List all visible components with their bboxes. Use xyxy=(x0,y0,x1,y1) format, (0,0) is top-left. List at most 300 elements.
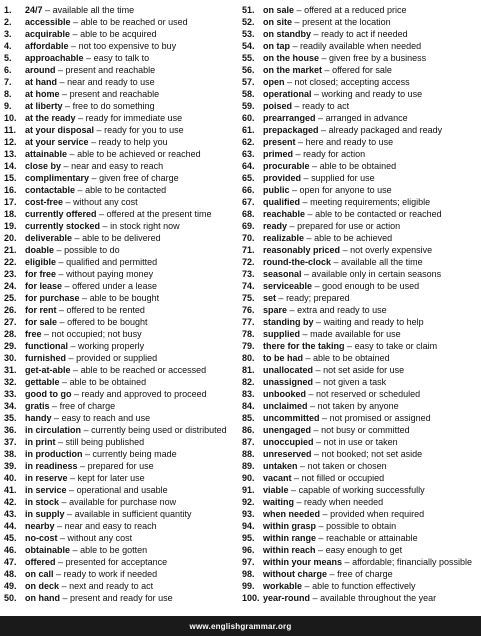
item-term: unreserved xyxy=(263,449,312,459)
item-definition: currently being used or distributed xyxy=(91,425,227,435)
item-number: 69. xyxy=(242,221,255,231)
footer-url: www.englishgrammar.org xyxy=(189,621,292,631)
item-definition: available all the time xyxy=(52,5,135,15)
item-number: 66. xyxy=(242,185,255,195)
item-term: free xyxy=(25,329,42,339)
list-item xyxy=(4,544,240,556)
item-definition: extra and ready to use xyxy=(297,305,387,315)
item-definition: able to be bought xyxy=(89,293,160,303)
item-number: 74. xyxy=(242,281,255,291)
item-separator: – xyxy=(78,113,84,123)
item-term: acquirable xyxy=(25,29,71,39)
item-number: 78. xyxy=(242,329,255,339)
item-separator: – xyxy=(70,341,76,351)
item-definition: meeting requirements; eligible xyxy=(310,197,431,207)
item-separator: – xyxy=(74,233,80,243)
item-separator: – xyxy=(45,5,51,15)
item-separator: – xyxy=(65,197,71,207)
item-separator: – xyxy=(58,437,64,447)
item-number: 26. xyxy=(4,305,17,315)
item-number: 5. xyxy=(4,53,12,63)
item-definition: ready; prepared xyxy=(286,293,350,303)
item-term: spare xyxy=(263,305,288,315)
list-item xyxy=(4,172,240,184)
item-definition: offered at the present time xyxy=(106,209,212,219)
item-number: 54. xyxy=(242,41,255,51)
footer-bar xyxy=(0,616,481,636)
list-item xyxy=(4,88,240,100)
item-number: 55. xyxy=(242,53,255,63)
item-number: 30. xyxy=(4,353,17,363)
item-term: on standby xyxy=(263,29,312,39)
item-separator: – xyxy=(69,485,75,495)
list-item xyxy=(4,424,240,436)
item-separator: – xyxy=(56,245,62,255)
item-separator: – xyxy=(58,269,64,279)
item-term: waiting xyxy=(263,497,294,507)
item-definition: not taken by anyone xyxy=(317,401,399,411)
list-item xyxy=(4,64,240,76)
item-number: 21. xyxy=(4,245,17,255)
item-definition: available for purchase now xyxy=(69,497,177,507)
item-separator: – xyxy=(54,413,60,423)
item-separator: – xyxy=(294,473,300,483)
item-separator: – xyxy=(63,161,69,171)
item-separator: – xyxy=(321,125,327,135)
item-term: prearranged xyxy=(263,113,316,123)
item-term: uncommitted xyxy=(263,413,320,423)
item-term: poised xyxy=(263,101,293,111)
item-definition: ready to work if needed xyxy=(63,569,158,579)
item-number: 88. xyxy=(242,449,255,459)
item-separator: – xyxy=(70,473,76,483)
item-term: on call xyxy=(25,569,54,579)
item-separator: – xyxy=(278,293,284,303)
list-item xyxy=(4,4,240,16)
item-number: 43. xyxy=(4,509,17,519)
item-definition: working properly xyxy=(78,341,145,351)
item-term: unoccupied xyxy=(263,437,314,447)
item-separator: – xyxy=(59,305,65,315)
item-number: 41. xyxy=(4,485,17,495)
list-item xyxy=(242,352,478,364)
list-item xyxy=(242,232,478,244)
list-item xyxy=(4,244,240,256)
item-term: at home xyxy=(25,89,60,99)
item-term: unassigned xyxy=(263,377,314,387)
list-item xyxy=(4,556,240,568)
item-term: contactable xyxy=(25,185,76,195)
item-definition: free of charge xyxy=(59,401,116,411)
list-item xyxy=(242,220,478,232)
item-term: close by xyxy=(25,161,62,171)
list-item xyxy=(242,532,478,544)
item-number: 33. xyxy=(4,389,17,399)
list-item xyxy=(242,448,478,460)
item-number: 80. xyxy=(242,353,255,363)
item-term: for rent xyxy=(25,305,57,315)
list-item xyxy=(242,592,478,604)
list-item xyxy=(242,304,478,316)
list-item xyxy=(242,52,478,64)
item-number: 93. xyxy=(242,509,255,519)
list-item xyxy=(4,76,240,88)
item-term: provided xyxy=(263,173,302,183)
list-item xyxy=(242,172,478,184)
item-term: for free xyxy=(25,269,57,279)
item-number: 18. xyxy=(4,209,17,219)
list-item xyxy=(4,40,240,52)
item-term: open xyxy=(263,77,285,87)
item-number: 86. xyxy=(242,425,255,435)
item-term: realizable xyxy=(263,233,305,243)
item-number: 56. xyxy=(242,65,255,75)
item-term: around xyxy=(25,65,56,75)
list-item xyxy=(4,484,240,496)
list-item xyxy=(4,184,240,196)
item-term: in print xyxy=(25,437,56,447)
item-term: at hand xyxy=(25,77,58,87)
item-term: serviceable xyxy=(263,281,313,291)
item-separator: – xyxy=(310,401,316,411)
item-number: 35. xyxy=(4,413,17,423)
item-separator: – xyxy=(83,425,89,435)
item-term: without charge xyxy=(263,569,328,579)
list-item xyxy=(4,16,240,28)
item-number: 50. xyxy=(4,593,17,603)
item-definition: free to do something xyxy=(72,101,155,111)
item-term: at your disposal xyxy=(25,125,95,135)
item-separator: – xyxy=(85,449,91,459)
item-separator: – xyxy=(82,293,88,303)
item-number: 6. xyxy=(4,65,12,75)
list-item xyxy=(242,208,478,220)
list-item xyxy=(4,52,240,64)
item-separator: – xyxy=(57,521,63,531)
item-definition: possible to obtain xyxy=(326,521,397,531)
item-number: 22. xyxy=(4,257,17,267)
item-term: public xyxy=(263,185,290,195)
item-separator: – xyxy=(69,149,75,159)
list-item xyxy=(242,436,478,448)
item-number: 16. xyxy=(4,185,17,195)
list-item xyxy=(4,148,240,160)
item-definition: present at the location xyxy=(302,17,391,27)
item-number: 72. xyxy=(242,257,255,267)
list-item xyxy=(242,136,478,148)
item-term: on site xyxy=(263,17,293,27)
item-number: 92. xyxy=(242,497,255,507)
item-separator: – xyxy=(73,365,79,375)
item-number: 100. xyxy=(242,593,260,603)
item-term: at your service xyxy=(25,137,89,147)
item-number: 53. xyxy=(242,29,255,39)
item-number: 96. xyxy=(242,545,255,555)
list-item xyxy=(242,256,478,268)
item-term: eligible xyxy=(25,257,57,267)
item-separator: – xyxy=(59,317,65,327)
item-separator: – xyxy=(62,377,68,387)
item-definition: ready for immediate use xyxy=(85,113,183,123)
item-definition: working and ready to use xyxy=(321,89,423,99)
item-term: on the market xyxy=(263,65,323,75)
item-separator: – xyxy=(296,497,302,507)
item-term: doable xyxy=(25,245,55,255)
item-number: 8. xyxy=(4,89,12,99)
item-term: set xyxy=(263,293,277,303)
item-number: 12. xyxy=(4,137,17,147)
item-number: 61. xyxy=(242,125,255,135)
item-number: 75. xyxy=(242,293,255,303)
left-column xyxy=(4,4,240,604)
item-separator: – xyxy=(296,5,302,15)
item-definition: readily available when needed xyxy=(300,41,422,51)
item-term: within reach xyxy=(263,545,316,555)
item-term: for lease xyxy=(25,281,63,291)
list-item xyxy=(242,400,478,412)
item-term: in reserve xyxy=(25,473,68,483)
item-number: 79. xyxy=(242,341,255,351)
item-number: 9. xyxy=(4,101,12,111)
item-definition: ready when needed xyxy=(304,497,384,507)
item-term: nearby xyxy=(25,521,55,531)
item-number: 10. xyxy=(4,113,17,123)
item-definition: near and easy to reach xyxy=(71,161,164,171)
list-item xyxy=(4,304,240,316)
item-separator: – xyxy=(324,65,330,75)
item-number: 36. xyxy=(4,425,17,435)
item-definition: presented for acceptance xyxy=(65,557,168,567)
item-definition: offered for sale xyxy=(332,65,392,75)
item-term: operational xyxy=(263,89,312,99)
item-separator: – xyxy=(59,77,65,87)
item-separator: – xyxy=(315,365,321,375)
item-term: handy xyxy=(25,413,52,423)
item-separator: – xyxy=(312,161,318,171)
item-definition: not overly expensive xyxy=(350,245,433,255)
item-definition: available all the time xyxy=(341,257,423,267)
item-definition: able to be contacted xyxy=(85,185,167,195)
item-separator: – xyxy=(300,461,306,471)
item-definition: possible to do xyxy=(64,245,120,255)
item-definition: present and reachable xyxy=(69,89,160,99)
item-separator: – xyxy=(58,65,64,75)
item-number: 64. xyxy=(242,161,255,171)
item-number: 97. xyxy=(242,557,255,567)
item-definition: reachable or attainable xyxy=(326,533,418,543)
item-number: 95. xyxy=(242,533,255,543)
item-definition: here and ready to use xyxy=(305,137,394,147)
item-number: 63. xyxy=(242,149,255,159)
item-separator: – xyxy=(318,533,324,543)
item-term: within your means xyxy=(263,557,343,567)
item-definition: easy to reach and use xyxy=(61,413,151,423)
item-number: 15. xyxy=(4,173,17,183)
item-definition: not occupied; not busy xyxy=(51,329,142,339)
item-definition: able to be achieved or reached xyxy=(77,149,201,159)
item-definition: capable of working successfully xyxy=(298,485,425,495)
item-number: 1. xyxy=(4,5,12,15)
item-definition: prepared for use xyxy=(87,461,154,471)
item-number: 27. xyxy=(4,317,17,327)
list-item xyxy=(242,40,478,52)
item-separator: – xyxy=(308,389,314,399)
item-term: get-at-able xyxy=(25,365,71,375)
item-term: unclaimed xyxy=(263,401,308,411)
item-definition: ready and approved to proceed xyxy=(81,389,207,399)
item-number: 82. xyxy=(242,377,255,387)
list-item xyxy=(242,364,478,376)
item-definition: near and easy to reach xyxy=(64,521,157,531)
list-item xyxy=(4,160,240,172)
item-number: 28. xyxy=(4,329,17,339)
item-term: unallocated xyxy=(263,365,314,375)
item-definition: available in sufficient quantity xyxy=(74,509,192,519)
list-item xyxy=(4,268,240,280)
item-term: affordable xyxy=(25,41,69,51)
item-term: at liberty xyxy=(25,101,63,111)
item-term: to be had xyxy=(263,353,303,363)
list-item xyxy=(4,364,240,376)
item-term: supplied xyxy=(263,329,301,339)
item-separator: – xyxy=(58,257,64,267)
item-term: obtainable xyxy=(25,545,71,555)
item-number: 2. xyxy=(4,17,12,27)
item-term: gratis xyxy=(25,401,50,411)
item-term: on hand xyxy=(25,593,60,603)
item-definition: not too expensive to buy xyxy=(78,41,177,51)
item-number: 25. xyxy=(4,293,17,303)
list-item xyxy=(4,448,240,460)
item-term: at the ready xyxy=(25,113,76,123)
item-definition: currently being made xyxy=(92,449,177,459)
list-item xyxy=(4,568,240,580)
list-item xyxy=(242,244,478,256)
item-number: 76. xyxy=(242,305,255,315)
item-number: 91. xyxy=(242,485,255,495)
list-item xyxy=(4,220,240,232)
item-separator: – xyxy=(318,545,324,555)
item-term: on deck xyxy=(25,581,60,591)
list-item xyxy=(242,76,478,88)
list-item xyxy=(242,484,478,496)
item-definition: near and ready to use xyxy=(67,77,155,87)
item-definition: prepared for use or action xyxy=(297,221,401,231)
item-definition: able to be achieved xyxy=(314,233,393,243)
item-number: 90. xyxy=(242,473,255,483)
item-separator: – xyxy=(307,209,313,219)
item-number: 99. xyxy=(242,581,255,591)
item-number: 42. xyxy=(4,497,17,507)
item-separator: – xyxy=(72,545,78,555)
item-separator: – xyxy=(322,413,328,423)
item-term: in service xyxy=(25,485,67,495)
item-separator: – xyxy=(61,581,67,591)
item-separator: – xyxy=(316,317,322,327)
item-definition: able to be gotten xyxy=(80,545,148,555)
item-separator: – xyxy=(344,557,350,567)
item-separator: – xyxy=(292,41,298,51)
list-item xyxy=(4,400,240,412)
item-number: 67. xyxy=(242,197,255,207)
item-definition: able to be obtained xyxy=(313,353,390,363)
list-item xyxy=(242,100,478,112)
list-item xyxy=(4,28,240,40)
item-definition: present and reachable xyxy=(65,65,156,75)
list-item xyxy=(242,160,478,172)
item-separator: – xyxy=(321,53,327,63)
list-item xyxy=(4,532,240,544)
item-term: year-round xyxy=(263,593,311,603)
list-item xyxy=(4,232,240,244)
item-separator: – xyxy=(56,569,62,579)
item-separator: – xyxy=(61,497,67,507)
item-number: 68. xyxy=(242,209,255,219)
item-term: there for the taking xyxy=(263,341,345,351)
item-number: 70. xyxy=(242,233,255,243)
item-number: 7. xyxy=(4,77,12,87)
item-definition: able to be acquired xyxy=(80,29,157,39)
item-term: untaken xyxy=(263,461,298,471)
item-definition: able to be reached or used xyxy=(80,17,188,27)
item-number: 51. xyxy=(242,5,255,15)
item-term: good to go xyxy=(25,389,72,399)
item-separator: – xyxy=(313,29,319,39)
item-definition: easy enough to get xyxy=(325,545,403,555)
item-term: present xyxy=(263,137,296,147)
item-term: reachable xyxy=(263,209,306,219)
item-term: unbooked xyxy=(263,389,306,399)
item-number: 32. xyxy=(4,377,17,387)
item-separator: – xyxy=(314,281,320,291)
item-separator: – xyxy=(302,329,308,339)
list-item xyxy=(4,196,240,208)
item-definition: already packaged and ready xyxy=(328,125,443,135)
list-item xyxy=(242,460,478,472)
item-definition: able to be obtained xyxy=(69,377,147,387)
item-term: for sale xyxy=(25,317,58,327)
item-separator: – xyxy=(302,197,308,207)
item-definition: not set aside for use xyxy=(323,365,405,375)
item-definition: not given a task xyxy=(323,377,387,387)
list-item xyxy=(242,268,478,280)
list-item xyxy=(242,544,478,556)
item-number: 83. xyxy=(242,389,255,399)
item-definition: arranged in advance xyxy=(325,113,408,123)
item-term: vacant xyxy=(263,473,292,483)
item-separator: – xyxy=(58,557,64,567)
item-number: 89. xyxy=(242,461,255,471)
item-term: qualified xyxy=(263,197,301,207)
item-definition: not promised or assigned xyxy=(329,413,431,423)
item-separator: – xyxy=(291,485,297,495)
item-separator: – xyxy=(65,101,71,111)
list-item xyxy=(4,256,240,268)
list-item xyxy=(242,28,478,40)
item-number: 94. xyxy=(242,521,255,531)
item-definition: without any cost xyxy=(73,197,138,207)
item-term: procurable xyxy=(263,161,310,171)
item-separator: – xyxy=(91,137,97,147)
list-item xyxy=(4,580,240,592)
item-definition: still being published xyxy=(65,437,145,447)
list-item xyxy=(4,352,240,364)
list-item xyxy=(4,136,240,148)
item-definition: supplied for use xyxy=(311,173,375,183)
item-separator: – xyxy=(64,281,70,291)
right-column xyxy=(242,4,478,604)
item-term: on the house xyxy=(263,53,319,63)
